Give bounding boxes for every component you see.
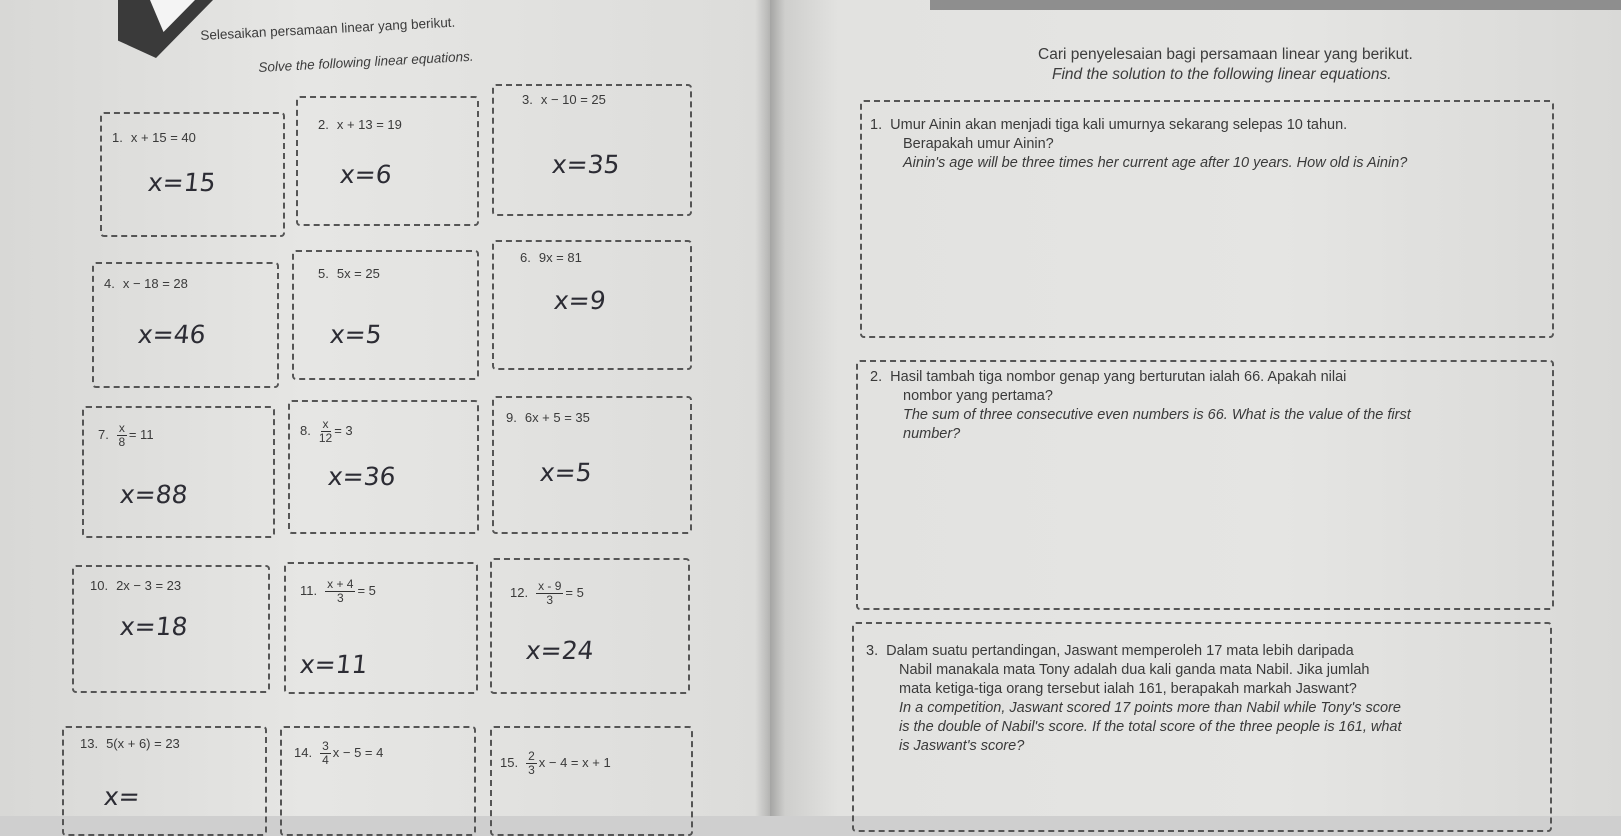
question-2: 2. Hasil tambah tiga nombor genap yang berturutan ialah 66. Apakah nilai nombor yang pertama? The sum of three consecutive even numbers is 66. What is the value of the first number? (870, 369, 1411, 442)
answer-8: x=36 (326, 462, 398, 491)
equation-2: 2. x + 13 = 19 (318, 117, 402, 132)
question-1-number: 1. (870, 117, 883, 133)
equation-7: 7. $\frac{x}{8}$ = 11 (98, 421, 154, 449)
question-3-number: 3. (866, 643, 879, 659)
equation-9: 9. 6x + 5 = 35 (506, 410, 590, 425)
equation-5: 5. 5x = 25 (318, 266, 380, 281)
top-edge-strip (930, 0, 1621, 10)
equation-13: 13. 5(x + 6) = 23 (80, 736, 180, 751)
answer-6: x=9 (552, 286, 608, 315)
equation-4: 4. x − 18 = 28 (104, 276, 188, 291)
equation-15: 15. $\frac{2}{3}$ x − 4 = x + 1 (500, 749, 611, 777)
equation-6: 6. 9x = 81 (520, 250, 582, 265)
answer-11: x=11 (298, 650, 370, 679)
answer-5: x=5 (328, 320, 384, 349)
right-instruction-english: Find the solution to the following linear equations. (1052, 66, 1392, 83)
item-box-12 (490, 558, 690, 694)
answer-4: x=46 (136, 320, 208, 349)
answer-7: x=88 (118, 480, 190, 509)
answer-2: x=6 (338, 160, 394, 189)
question-3: 3. Dalam suatu pertandingan, Jaswant memperoleh 17 mata lebih daripada Nabil manakala mata Tony adalah dua kali ganda mata Nabil. Jika jumlah mata ketiga-tiga orang tersebut ialah 161, berapakah markah Jaswant? In a competition, Jaswant scored 17 points more than Nabil while Tony's score is the double of Nabil's score. If the total score of the three people is 161, what is Jaswant's score? (866, 643, 1402, 754)
item-box-15 (490, 726, 693, 836)
answer-12: x=24 (524, 636, 596, 665)
question-1: 1. Umur Ainin akan menjadi tiga kali umurnya sekarang selepas 10 tahun. Berapakah umur Ainin? Ainin's age will be three times her current age after 10 years. How old is Ainin? (870, 117, 1408, 171)
equation-3: 3. x − 10 = 25 (522, 92, 606, 107)
answer-13: x= (102, 782, 142, 811)
answer-3: x=35 (550, 150, 622, 179)
equation-8: 8. $\frac{x}{12}$ = 3 (300, 417, 353, 445)
equation-11: 11. $\frac{x + 4}{3}$ = 5 (300, 577, 376, 605)
answer-9: x=5 (538, 458, 594, 487)
answer-10: x=18 (118, 612, 190, 641)
question-2-number: 2. (870, 369, 883, 385)
left-instruction-malay: Selesaikan persamaan linear yang berikut. (200, 14, 456, 43)
right-instruction-malay: Cari penyelesaian bagi persamaan linear yang berikut. (1038, 46, 1413, 63)
book-gutter (755, 0, 785, 816)
answer-1: x=15 (146, 168, 218, 197)
equation-12: 12. $\frac{x - 9}{3}$ = 5 (510, 579, 584, 607)
equation-10: 10. 2x − 3 = 23 (90, 578, 182, 593)
left-instruction-english: Solve the following linear equations. (258, 48, 474, 75)
equation-14: 14. $\frac{3}{4}$ x − 5 = 4 (294, 739, 384, 767)
equation-1: 1. x + 15 = 40 (112, 130, 196, 145)
